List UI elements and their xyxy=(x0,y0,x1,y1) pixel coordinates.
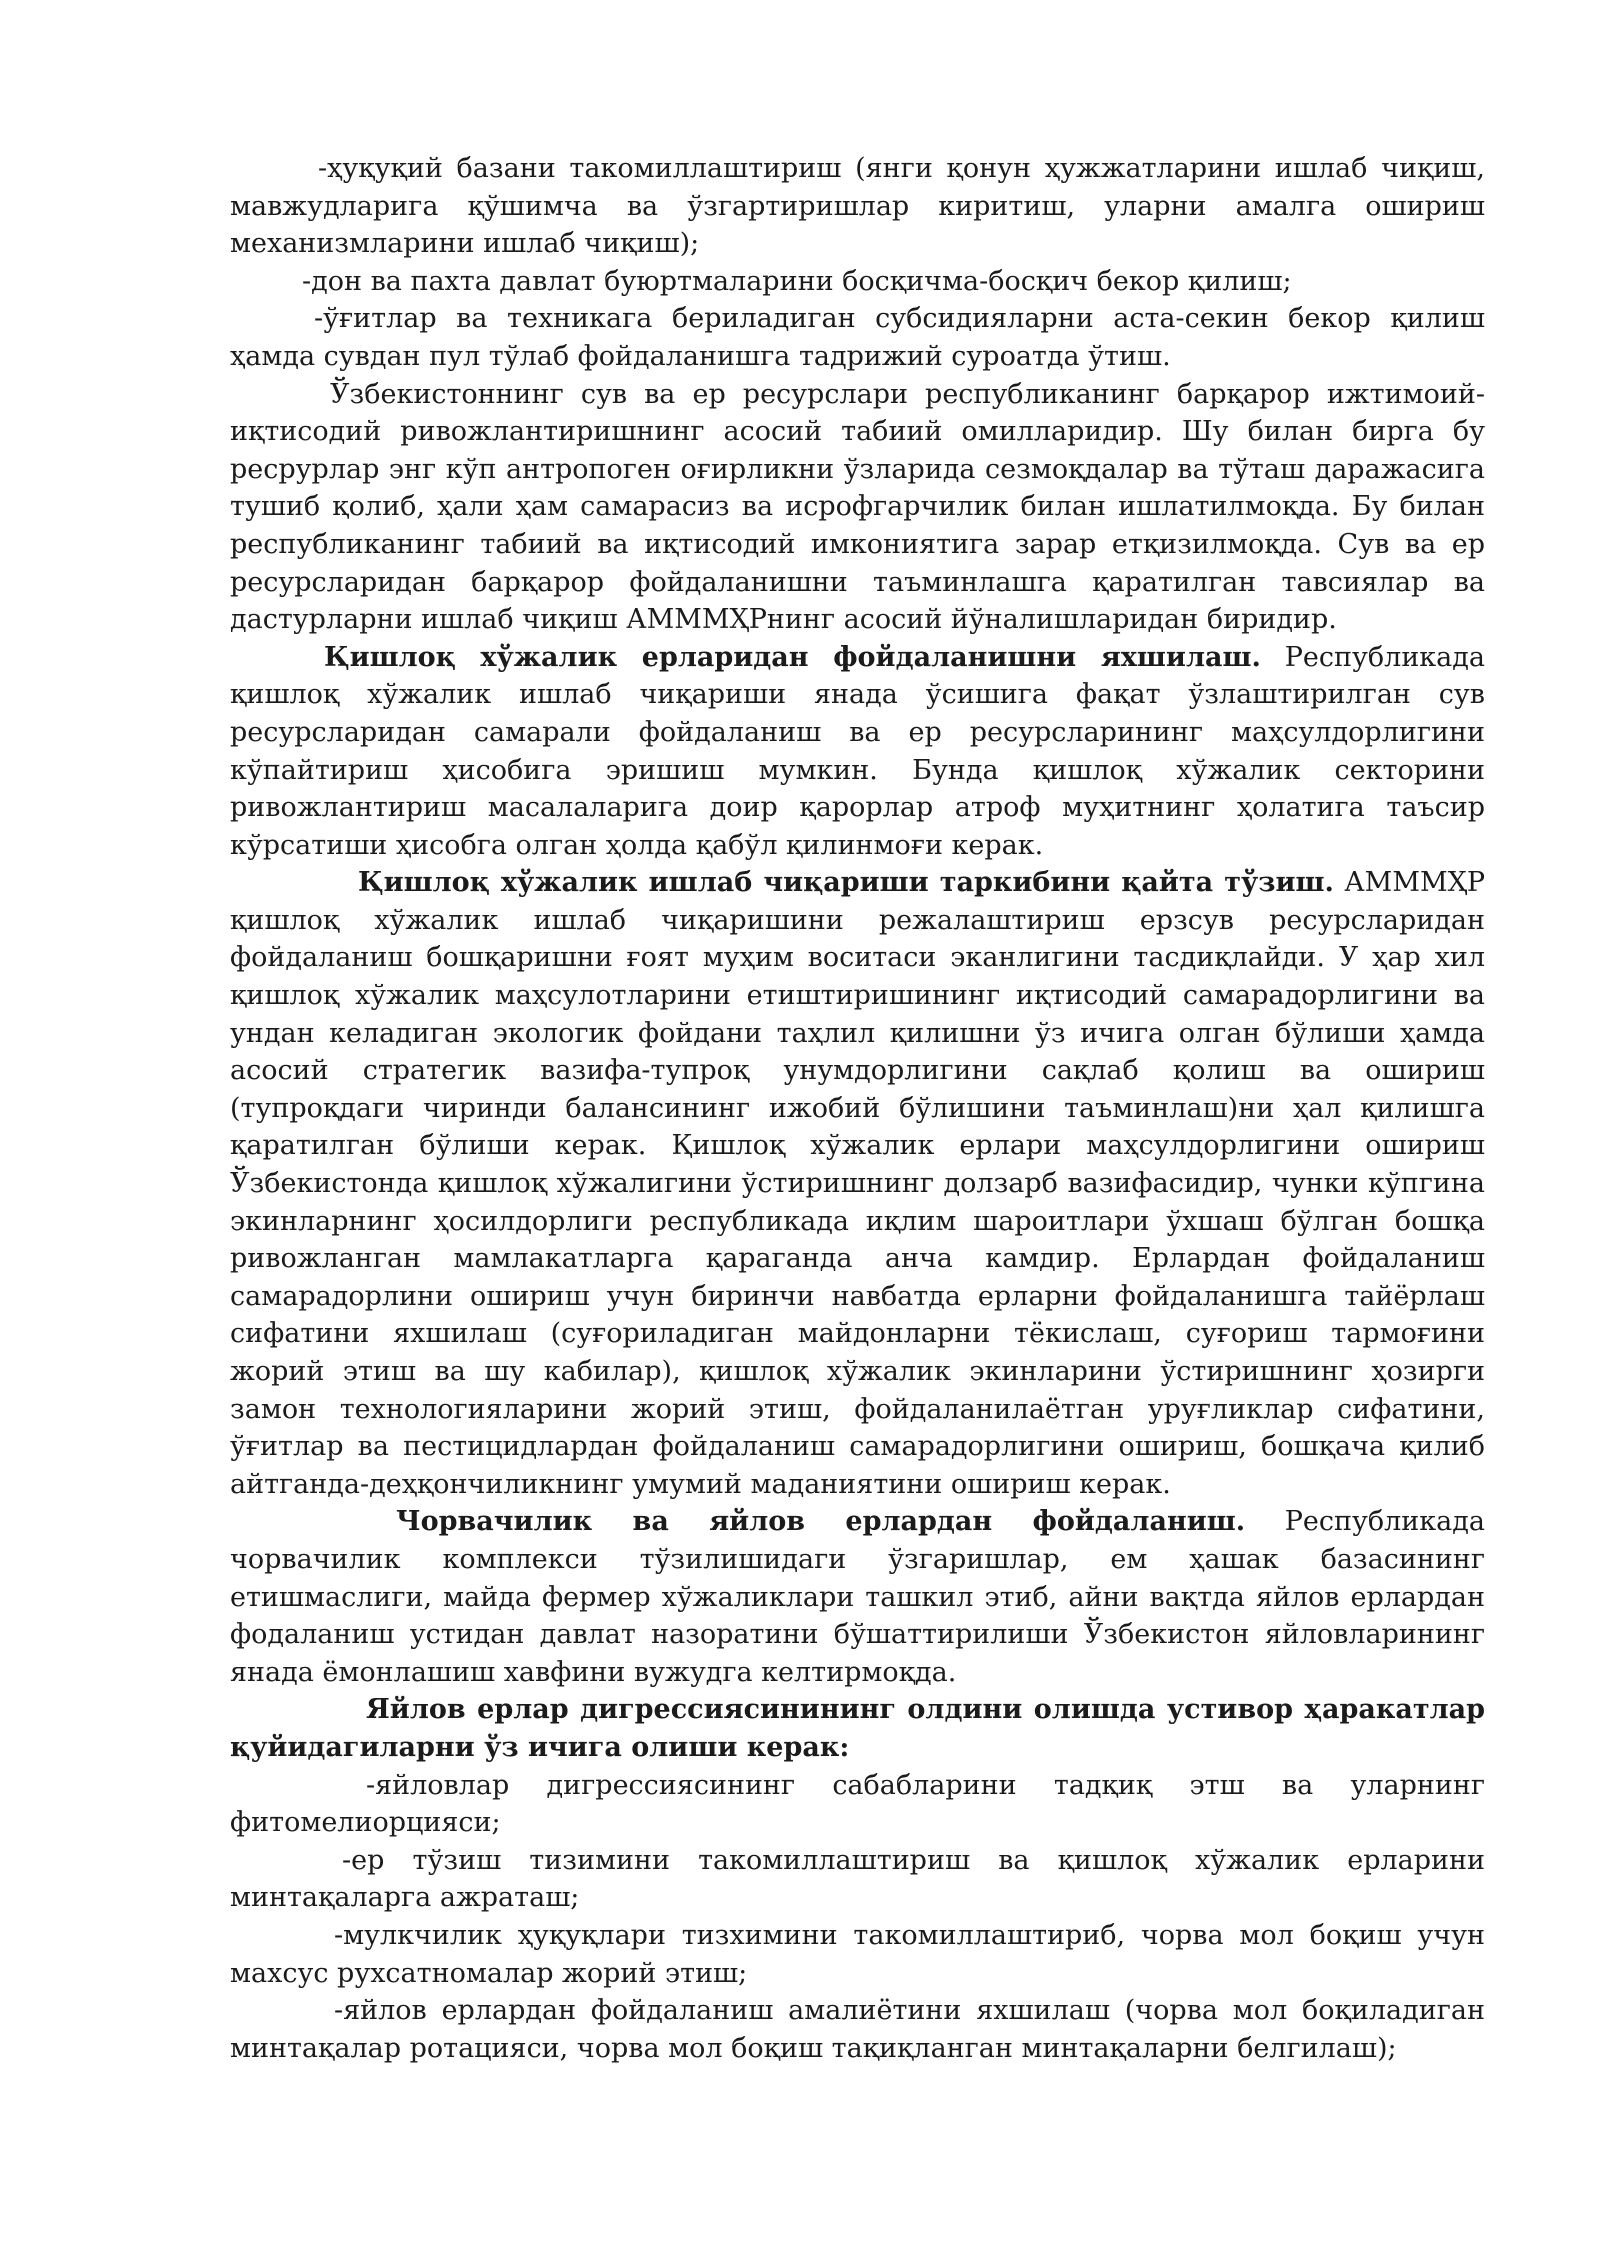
paragraph-grain-cotton: -дон ва пахта давлат буюртмаларини босқичма-босқич бекор қилиш; xyxy=(302,265,1292,297)
paragraph-subsidies: -ўғитлар ва техникага бериладиган субсидияларни аста-секин бекор қилиш ҳамда сувдан пул тўлаб фойдаланишга тадрижий суроатда ўтиш. xyxy=(230,303,1485,372)
paragraph-livestock-pasture xyxy=(230,1503,1485,1691)
section-heading-pasture-priorities: Яйлов ерлар дигрессиясинининг олдини олишда устивор ҳаракатлар қуйидагиларни ўз ичига олиши керак: xyxy=(230,1694,1485,1763)
section-heading-livestock-pasture: Чорвачилик ва яйлов ерлардан фойдаланиш. xyxy=(396,1506,1246,1538)
section-heading-agri-land-use: Қишлоқ хўжалик ерларидан фойдаланишни яхшилаш. xyxy=(324,641,1261,673)
paragraph-agri-land-use xyxy=(230,639,1485,865)
paragraph-livestock-pasture-text: Республикада чорвачилик комплекси тўзилишидаги ўзгаришлар, ем ҳашак базасининг етишмаслиги, майда фермер хўжаликлари ташкил этиб, айни вақтда яйлов ерлардан фодаланиш устидан давлат назоратини бўшаттирилиши Ўзбекистон яйловларининг янада ёмонлашиш хавфини вужудга келтирмоқда. xyxy=(230,1506,1485,1688)
paragraph-legal-base: -ҳуқуқий базани такомиллаштириш (янги қонун ҳужжатларини ишлаб чиқиш, мавжудларига қўшимча ва ўзгартиришлар киритиш, уларни амалга ошириш механизмларини ишлаб чиқиш); xyxy=(230,153,1485,260)
paragraph-water-land-resources: Ўзбекистоннинг сув ва ер ресурслари республиканинг барқарор ижтимоий-иқтисодий ривожлантиришнинг асосий табиий омилларидир. Шу билан бирга бу ресрурлар энг кўп антропоген оғирликни ўзларида сезмоқдалар ва тўташ даражасига тушиб қолиб, ҳали ҳам самарасиз ва исрофгарчилик билан ишлатилмоқда. Бу билан республиканинг табиий ва иқтисодий имкониятига зарар етқизилмоқда. Сув ва ер ресурсларидан барқарор фойдаланишни таъминлашга қаратилган тавсиялар ва дастурларни ишлаб чиқиш АМММҲРнинг асосий йўналишларидан биридир. xyxy=(230,378,1485,636)
paragraph-agri-land-use-text: Республикада қишлоқ хўжалик ишлаб чиқариши янада ўсишига фақат ўзлаштирилган сув ресурсларидан самарали фойдаланиш ва ер ресурсларининг маҳсулдорлигини кўпайтириш ҳисобига эришиш мумкин. Бунда қишлоқ хўжалик секторини ривожлантириш масалаларига доир қарорлар атроф муҳитнинг ҳолатига таъсир кўрсатиши ҳисобга олган ҳолда қабўл қилинмоғи керак. xyxy=(230,641,1486,861)
list-item-pasture-practice: -яйлов ерлардан фойдаланиш амалиётини яхшилаш (чорва мол боқиладиган минтақалар ротацияси, чорва мол боқиш тақиқланган минтақаларни белгилаш); xyxy=(230,1995,1485,2064)
paragraph-agri-restructuring xyxy=(230,864,1485,1503)
document-page xyxy=(230,150,1485,2067)
list-item-pasture-research: -яйловлар дигрессиясининг сабабларини тадқиқ этш ва уларнинг фитомелиорцияси; xyxy=(230,1769,1485,1839)
list-item-property-rights: -мулкчилик ҳуқуқлари тизхимини такомиллаштириб, чорва мол боқиш учун махсус рухсатномалар жорий этиш; xyxy=(230,1919,1485,1989)
paragraph-agri-restructuring-text: АМММҲР қишлоқ хўжалик ишлаб чиқаришини режалаштириш ерзсув ресурсларидан фойдаланиш бошқаришни ғоят муҳим воситаси эканлигини тасдиқлайди. У ҳар хил қишлоқ хўжалик маҳсулотларини етиштиришининг иқтисодий самарадорлигини ва ундан келадиган экологик фойдани таҳлил қилишни ўз ичига олган бўлиши ҳамда асосий стратегик вазифа-тупроқ унумдорлигини сақлаб қолиш ва ошириш (тупроқдаги чиринди балансининг ижобий бўлишини таъминлаш)ни ҳал қилишга қаратилган бўлиши керак. Қишлоқ хўжалик ерлари маҳсулдорлигини ошириш Ўзбекистонда қишлоқ хўжалигини ўстиришнинг долзарб вазифасидир, чунки кўпгина экинларнинг ҳосилдорлиги республикада иқлим шароитлари ўхшаш бўлган бошқа ривожланган мамлакатларга қараганда анча камдир. Ерлардан фойдаланиш самарадорлини ошириш учун биринчи навбатда ерларни фойдаланишга тайёрлаш сифатини яхшилаш (суғориладиган майдонларни тёкислаш, суғориш тармоғини жорий этиш ва шу кабилар), қишлоқ хўжалик экинларини ўстиришнинг ҳозирги замон технологияларини жорий этиш, фойдаланилаётган уруғликлар сифатини, ўғитлар ва пестицидлардан фойдаланиш самарадорлигини ошириш, бошқача қилиб айтганда-деҳқончиликнинг умумий маданиятини ошириш керак. xyxy=(230,867,1485,1500)
list-item-land-zoning: -ер тўзиш тизимини такомиллаштириш ва қишлоқ хўжалик ерларини минтақаларга ажраташ; xyxy=(230,1844,1485,1914)
section-heading-agri-restructuring: Қишлоқ хўжалик ишлаб чиқариши таркибини қайта тўзиш. xyxy=(358,867,1334,899)
